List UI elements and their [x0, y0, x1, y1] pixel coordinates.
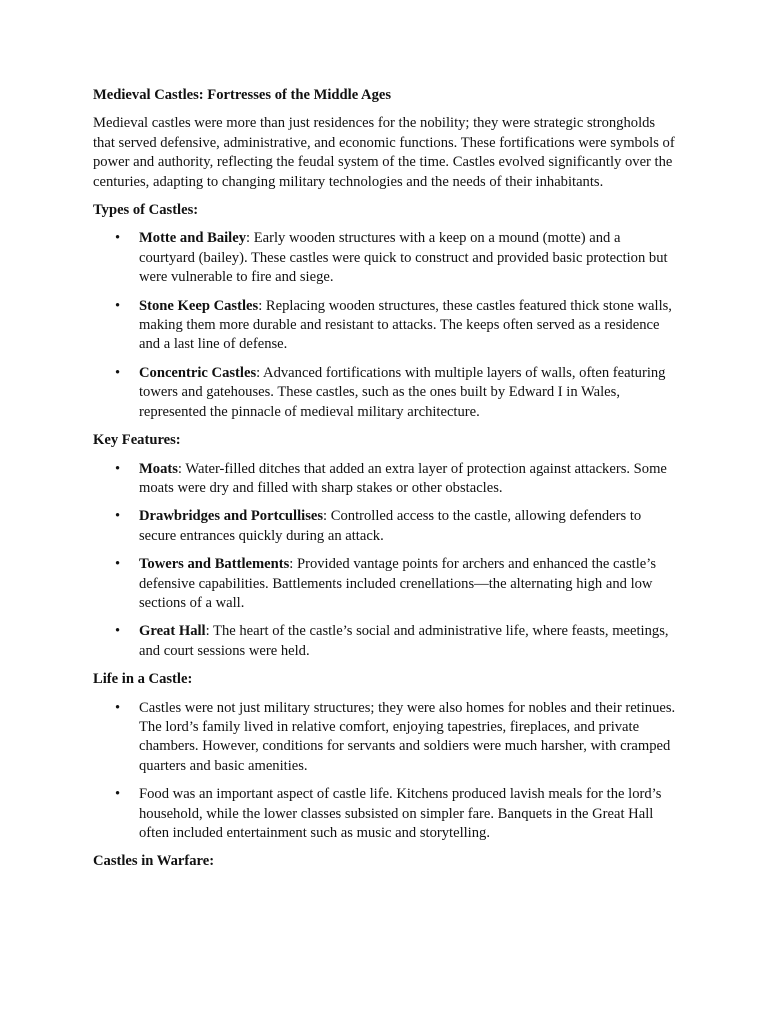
- bullet-icon: •: [115, 623, 121, 640]
- list-item-text: : Water-filled ditches that added an extra layer of protection against attackers. Some moats were dry and filled with sharp stakes or other obstacles.: [139, 460, 667, 496]
- bullet-icon: •: [115, 460, 121, 477]
- features-list: [93, 460, 678, 662]
- list-item-text: : The heart of the castle’s social and administrative life, where feasts, meetings, and court sessions were held.: [139, 623, 669, 659]
- list-item-text: : Provided vantage points for archers and enhanced the castle’s defensive capabilities. Battlements included crenellations—the alternating high and low sections of a wall.: [139, 556, 657, 611]
- document-title: Medieval Castles: Fortresses of the Middle Ages: [93, 87, 392, 103]
- section-heading-life: Life in a Castle:: [93, 671, 193, 688]
- bullet-icon: •: [115, 556, 121, 573]
- section-heading-warfare: Castles in Warfare:: [93, 853, 215, 870]
- list-item: [93, 229, 678, 287]
- bullet-icon: •: [115, 786, 121, 803]
- list-item-term: Motte and Bailey: [139, 230, 247, 247]
- bullet-icon: •: [115, 508, 121, 525]
- list-item: [93, 699, 678, 777]
- list-item: [93, 460, 678, 499]
- list-item: [93, 507, 678, 546]
- list-item-term: Drawbridges and Portcullises: [139, 508, 324, 525]
- list-item: [93, 555, 678, 613]
- list-item-term: Moats: [139, 460, 178, 477]
- list-item-term: Great Hall: [139, 623, 206, 640]
- types-list: [93, 229, 678, 422]
- list-item: [93, 364, 678, 422]
- list-item-term: Towers and Battlements: [139, 556, 290, 573]
- list-item-text: : Controlled access to the castle, allowing defenders to secure entrances quickly during an attack.: [139, 508, 642, 544]
- list-item-text: : Early wooden structures with a keep on a mound (motte) and a courtyard (bailey). These castles were quick to construct and provided basic protection but were vulnerable to fire and siege.: [139, 230, 668, 286]
- list-item: [93, 785, 678, 843]
- bullet-icon: •: [115, 364, 121, 381]
- list-item-text: Food was an important aspect of castle life. Kitchens produced lavish meals for the lord’s household, while the lower classes subsisted on simpler fare. Banquets in the Great Hall often included entertainment such as music and storytelling.: [139, 786, 662, 841]
- list-item-text: Castles were not just military structures; they were also homes for nobles and their retinues. The lord’s family lived in relative comfort, enjoying tapestries, fireplaces, and private chambers. However, conditions for servants and soldiers were much harsher, with cramped quarters and basic amenities.: [139, 699, 676, 774]
- list-item-term: Concentric Castles: [139, 364, 257, 381]
- list-item: [93, 622, 678, 661]
- document-page: [93, 86, 678, 881]
- list-item-text: : Replacing wooden structures, these castles featured thick stone walls, making them more durable and resistant to attacks. The keeps often served as a residence and a last line of defense.: [139, 297, 672, 353]
- list-item: [93, 297, 678, 355]
- list-item-term: Stone Keep Castles: [139, 297, 259, 314]
- section-heading-types: Types of Castles:: [93, 202, 199, 219]
- intro-paragraph: Medieval castles were more than just residences for the nobility; they were strategic strongholds that served defensive, administrative, and economic functions. These fortifications were symbols of power and authority, reflecting the feudal system of the time. Castles evolved significantly over the centuries, adapting to changing military technologies and the needs of their inhabitants.: [93, 115, 675, 190]
- section-heading-features: Key Features:: [93, 432, 181, 449]
- life-list: [93, 699, 678, 844]
- list-item-text: : Advanced fortifications with multiple layers of walls, often featuring towers and gatehouses. These castles, such as the ones built by Edward I in Wales, represented the pinnacle of medieval military architecture.: [139, 364, 666, 420]
- bullet-icon: •: [115, 297, 121, 314]
- bullet-icon: •: [115, 230, 121, 247]
- bullet-icon: •: [115, 699, 121, 716]
